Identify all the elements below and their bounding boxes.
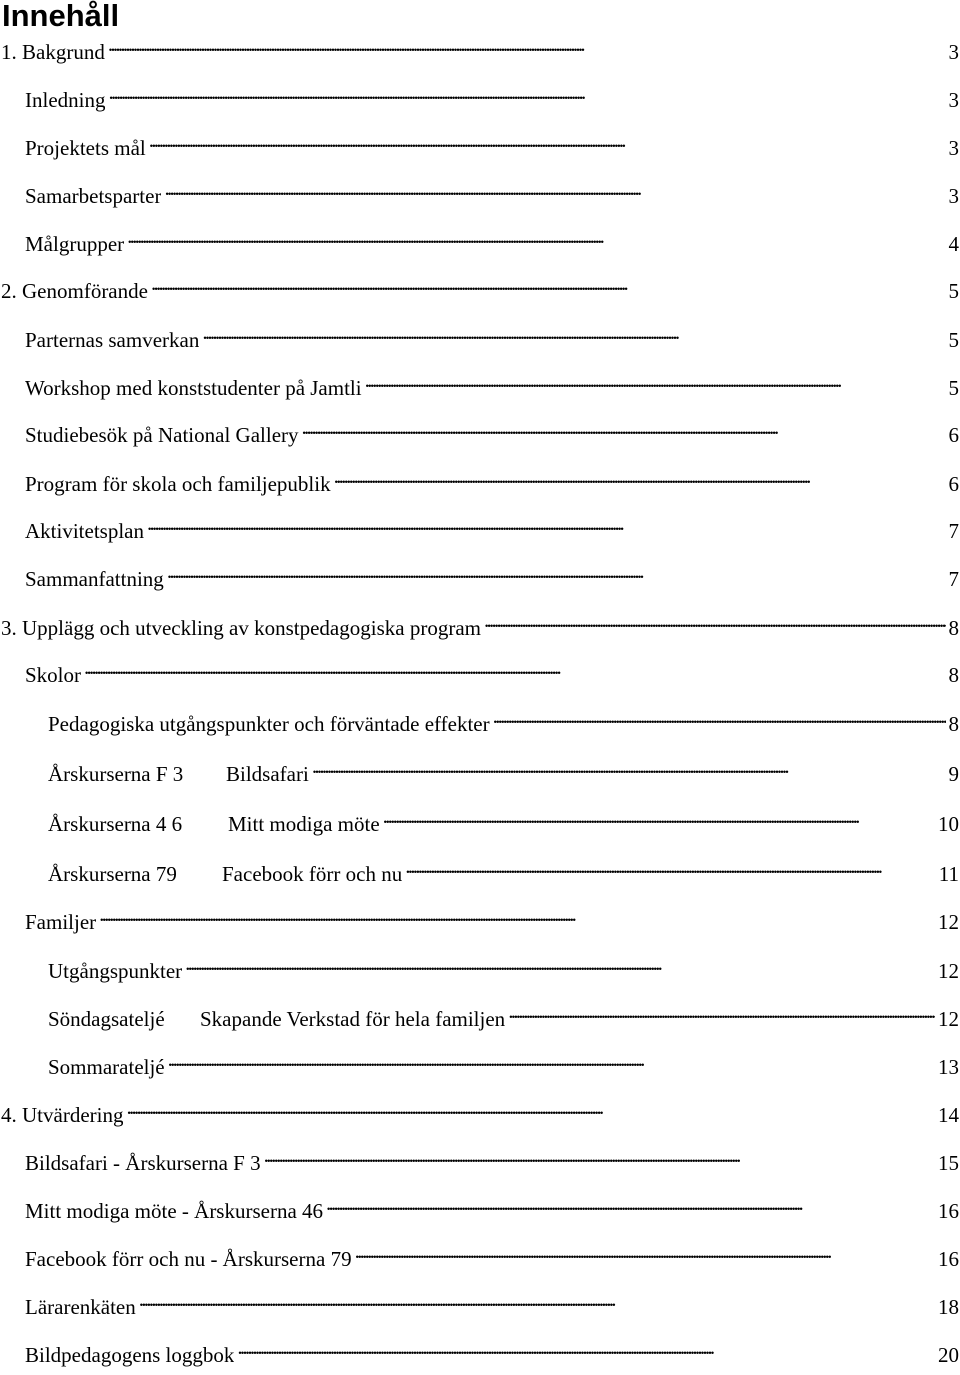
toc-entry[interactable] [0, 125, 960, 160]
toc-entry[interactable] [0, 751, 960, 786]
toc-entry-page-number: 3 [948, 136, 959, 160]
toc-entry-page-number: 5 [948, 376, 959, 400]
toc-entry[interactable] [0, 77, 960, 112]
toc-entry-label: Utgångspunkter [48, 959, 183, 983]
toc-entry-page-number: 16 [938, 1247, 959, 1271]
toc-entry-label: Familjer [25, 910, 97, 934]
toc-entry-label: Skolor [25, 663, 82, 687]
toc-entry-page-number: 3 [948, 40, 959, 64]
toc-leader-dots [126, 1092, 935, 1122]
toc-leader-dots [237, 1332, 935, 1362]
toc-entry-page-number: 8 [948, 616, 959, 640]
toc-entry[interactable] [0, 996, 960, 1031]
toc-entry-page-number: 14 [938, 1103, 959, 1127]
toc-entry-page-number: 10 [938, 812, 959, 836]
toc-entry-page-number: 20 [938, 1343, 959, 1367]
toc-leader-dots [302, 412, 946, 442]
toc-leader-dots [326, 1188, 935, 1218]
toc-entry-label: Sommarateljé [48, 1055, 165, 1079]
toc-leader-dots [383, 801, 935, 831]
toc-leader-dots [405, 851, 936, 881]
toc-leader-dots [127, 221, 945, 251]
toc-leader-dots [168, 1044, 935, 1074]
toc-entry-label: Workshop med konststudenter på Jamtli [25, 376, 362, 400]
toc-leader-dots [167, 556, 946, 586]
toc-leader-dots [264, 1140, 935, 1170]
toc-entry-page-number: 3 [948, 88, 959, 112]
toc-leader-dots [185, 948, 935, 978]
toc-entry[interactable] [0, 173, 960, 208]
toc-entry[interactable] [0, 556, 960, 591]
toc-entry-page-number: 3 [948, 184, 959, 208]
toc-entry-label: Samarbetsparter [25, 184, 162, 208]
toc-leader-dots [365, 365, 946, 395]
toc-entry-page-number: 11 [938, 862, 959, 886]
toc-leader-dots [139, 1284, 935, 1314]
toc-leader-dots [99, 899, 935, 929]
toc-entry-label: Sammanfattning [25, 567, 164, 591]
toc-entry-label: Facebook förr och nu - Årskurserna 79 [25, 1247, 352, 1271]
toc-leader-dots [108, 77, 945, 107]
toc-leader-dots [149, 125, 946, 155]
toc-leader-dots [202, 317, 945, 347]
toc-entry-page-number: 8 [948, 712, 959, 736]
toc-entry-label: Inledning [25, 88, 106, 112]
toc-entry[interactable] [0, 412, 960, 447]
toc-entry[interactable] [0, 1236, 960, 1271]
toc-entry-label: Parternas samverkan [25, 328, 200, 352]
toc-entry[interactable] [0, 605, 960, 640]
toc-leader-dots [151, 268, 946, 298]
toc-entry[interactable] [0, 461, 960, 496]
toc-heading: Innehåll [2, 0, 120, 33]
toc-entry-label: Årskurserna 4 6 [48, 812, 183, 836]
toc-entry[interactable] [0, 801, 960, 836]
toc-leader-dots [508, 996, 935, 1026]
toc-entry-label: 3. Upplägg och utveckling av konstpedagogiska program [1, 616, 481, 640]
toc-leader-dots [312, 751, 946, 781]
toc-entry-page-number: 12 [938, 959, 959, 983]
toc-entry-label: 2. Genomförande [1, 279, 148, 303]
toc-entry[interactable] [0, 1044, 960, 1079]
toc-entry[interactable] [0, 1332, 960, 1367]
toc-entry[interactable] [0, 221, 960, 256]
toc-leader-dots [84, 652, 945, 682]
toc-entry-label: Projektets mål [25, 136, 146, 160]
toc-entry[interactable] [0, 1284, 960, 1319]
toc-entry-page-number: 13 [938, 1055, 959, 1079]
toc-entry[interactable] [0, 948, 960, 983]
toc-entry-sublabel: Skapande Verkstad för hela familjen [200, 1007, 506, 1031]
toc-entry-page-number: 6 [948, 472, 959, 496]
toc-entry[interactable] [0, 899, 960, 934]
toc-entry[interactable] [0, 1092, 960, 1127]
toc-entry[interactable] [0, 268, 960, 303]
toc-entry-page-number: 12 [938, 1007, 959, 1031]
toc-entry-page-number: 7 [948, 567, 959, 591]
toc-leader-dots [147, 508, 946, 538]
toc-entry-sublabel: Mitt modiga möte [228, 812, 380, 836]
toc-entry-page-number: 5 [948, 328, 959, 352]
toc-entry[interactable] [0, 365, 960, 400]
toc-entry-label: Söndagsateljé [48, 1007, 165, 1031]
toc-entry-label: Program för skola och familjepublik [25, 472, 331, 496]
toc-leader-dots [484, 605, 946, 635]
toc-entry[interactable] [0, 1188, 960, 1223]
toc-entry-label: Lärarenkäten [25, 1295, 136, 1319]
toc-entry-label: Årskurserna 79 [48, 862, 177, 886]
toc-entry-label: Bildpedagogens loggbok [25, 1343, 235, 1367]
toc-entry-label: 4. Utvärdering [1, 1103, 124, 1127]
toc-entry[interactable] [0, 1140, 960, 1175]
toc-entry-label: Mitt modiga möte - Årskurserna 46 [25, 1199, 324, 1223]
toc-entry-page-number: 8 [948, 663, 959, 687]
toc-entry-page-number: 6 [948, 423, 959, 447]
toc-entry-sublabel: Bildsafari [226, 762, 309, 786]
toc-leader-dots [493, 701, 946, 731]
toc-entry-page-number: 18 [938, 1295, 959, 1319]
toc-entry-page-number: 9 [948, 762, 959, 786]
toc-entry[interactable] [0, 652, 960, 687]
toc-entry-page-number: 7 [948, 519, 959, 543]
toc-entry[interactable] [0, 317, 960, 352]
toc-entry-page-number: 15 [938, 1151, 959, 1175]
toc-entry[interactable] [0, 29, 960, 64]
toc-entry[interactable] [0, 508, 960, 543]
toc-entry-label: Aktivitetsplan [25, 519, 144, 543]
toc-entry-label: Pedagogiska utgångspunkter och förväntade effekter [48, 712, 490, 736]
toc-entry-page-number: 12 [938, 910, 959, 934]
toc-leader-dots [164, 173, 945, 203]
toc-entry-page-number: 5 [948, 279, 959, 303]
toc-entry[interactable] [0, 851, 960, 886]
toc-entry-label: Årskurserna F 3 [48, 762, 184, 786]
toc-entry-sublabel: Facebook förr och nu [222, 862, 403, 886]
toc-leader-dots [334, 461, 946, 491]
toc-entry-page-number: 4 [948, 232, 959, 256]
toc-entry-label: Målgrupper [25, 232, 125, 256]
toc-leader-dots [355, 1236, 935, 1266]
toc-leader-dots [108, 29, 946, 59]
toc-entry-label: Studiebesök på National Gallery [25, 423, 299, 447]
toc-entry-label: Bildsafari - Årskurserna F 3 [25, 1151, 261, 1175]
toc-entry-page-number: 16 [938, 1199, 959, 1223]
toc-entry-label: 1. Bakgrund [1, 40, 105, 64]
toc-entry[interactable] [0, 701, 960, 736]
